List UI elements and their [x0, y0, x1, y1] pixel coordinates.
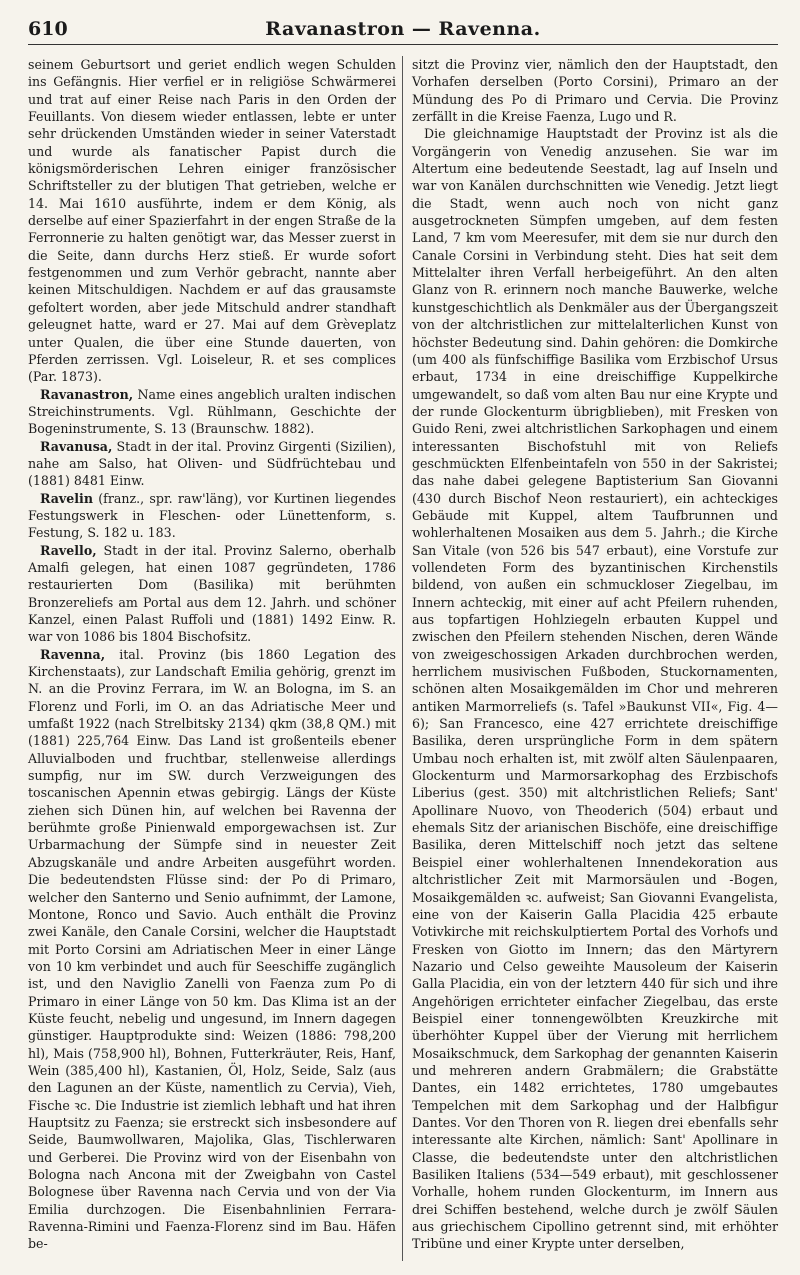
- headword: Ravenna,: [40, 646, 106, 662]
- entry-continuation: sitzt die Provinz vier, nämlich den der Hauptstadt, den Vorhafen derselben (Porto Corsini), Primaro an der Mündung des Po di Primaro und Cervia. Die Provinz zerfällt in die Kreise Faenza, Lugo und R.: [412, 57, 778, 125]
- paragraph-hauptstadt: Die gleichnamige Hauptstadt der Provinz ist als die Vorgängerin von Venedig anzusehen. Sie war im Altertum eine bedeutende Seestadt, lag auf Inseln und war von Kanälen durchschnitten wie Venedig. Jetzt liegt die Stadt, wenn auch noch von nicht ganz ausgetrockneten Sümpfen umgeben, auf dem festen Land, 7 km vom Meeresufer, mit dem sie nur durch den Canale Corsini in Verbindung steht. Dies hat seit dem Mittelalter ihren Verfall herbeigeführt. An den alten Glanz von R. erinnern noch manche Bauwerke, welche kunstgeschichtlich als Denkmäler aus der Übergangszeit von der altchristlichen zur mittelalterlichen Kunst von höchster Bedeutung sind. Dahin gehören: die Domkirche (um 400 als fünfschiffige Basilika vom Erzbischof Ursus erbaut, 1734 in eine dreischiffige Kuppelkirche umgewandelt, so daß vom alten Bau nur eine Krypte und der runde Glockenturm übrigblieben), mit Fresken von Guido Reni, zwei altchristlichen Sarkophagen und einem interessanten Bischofstuhl mit von Reliefs geschmückten Elfenbeintafeln von 550 in der Sakristei; das nahe dabei gelegene Baptisterium San Giovanni (430 durch Bischof Neon restauriert), ein achteckiges Gebäude mit Kuppel, altem Taufbrunnen und wohlerhaltenen Mosaiken aus dem 5. Jahrh.; die Kirche San Vitale (von 526 bis 547 erbaut), eine Vorstufe zur vollendeten Form des byzantinischen Kirchenstils bildend, von außen ein schmuckloser Ziegelbau, im Innern achteckig, mit einer auf acht Pfeilern ruhenden, aus topfartigen Hohlziegeln erbauten Kuppel und zwischen den Pfeilern stehenden Nischen, deren Wände von zweigeschossigen Arkaden durchbrochen werden, herrlichem musivischen Fußboden, Stuckornamenten, schönen alten Mosaikgemälden im Chor und mehreren antiken Marmorreliefs (s. Tafel »Baukunst VII«, Fig. 4—6); San Francesco, eine 427 errichtete dreischiffige Basilika, deren ursprüngliche Form in dem spätern Umbau noch erhalten ist, mit zwölf alten Säulenpaaren, Glockenturm und Marmorsarkophag des Erzbischofs Liberius (gest. 350) mit altchristlichen Reliefs; Sant' Apollinare Nuovo, von Theoderich (504) erbaut und ehemals Sitz der arianischen Bischöfe, eine dreischiffige Basilika, deren Mittelschiff noch jetzt das seltene Beispiel einer wohlerhaltenen Innendekoration aus altchristlicher Zeit mit Marmorsäulen und -Bogen, Mosaikgemälden ꝛc. aufweist; San Giovanni Evangelista, eine von der Kaiserin Galla Placidia 425 erbaute Votivkirche mit reichskulptiertem Portal des Vorhofs und Fresken von Giotto im Innern; das den Märtyrern Nazario und Celso geweihte Mausoleum der Kaiserin Galla Placidia, ein von der letztern 440 für sich und ihre Angehörigen errichteter einfacher Ziegelbau, das erste Beispiel einer tonnengewölbten Kreuzkirche mit überhöhter Kuppel über der Vierung mit herrlichem Mosaikschmuck, dem Sarkophag der genannten Kaiserin und mehreren andern Grabmälern; die Grabstätte Dantes, ein 1482 errichtetes, 1780 umgebautes Tempelchen mit dem Sarkophag und der Halbfigur Dantes. Vor den Thoren von R. liegen drei ebenfalls sehr interessante alte Kirchen, nämlich: Sant' Apollinare in Classe, die bedeutendste unter den altchristlichen Basiliken Italiens (534—549 erbaut), mit geschlossener Vorhalle, hohem runden Glockenturm, im Innern aus drei Schiffen bestehend, welche durch je zwölf Säulen aus griechischem Cipollino getrennt sind, mit erhöhter Tribüne und einer Krypte unter derselben,: [412, 126, 778, 1252]
- page-header: [28, 16, 778, 45]
- entry-text: Stadt in der ital. Provinz Salerno, oberhalb Amalfi gelegen, hat einen 1087 gegründeten, 1786 restaurierten Dom (Basilika) mit berühmten Bronzereliefs am Portal aus dem 12. Jahrh. und schöner Kanzel, einen Palast Ruffoli und (1881) 1492 Einw. R. war von 1086 bis 1804 Bischofsitz.: [28, 542, 396, 645]
- column-divider: [402, 56, 403, 1261]
- entry-text: Name eines angeblich uralten indischen Streichinstruments. Vgl. Rühlmann, Geschichte der Bogeninstrumente, S. 13 (Braunschw. 1882).: [28, 386, 396, 437]
- page-number: 610: [28, 18, 68, 40]
- entry-ravanastron: [28, 386, 396, 438]
- headword: Ravello,: [40, 542, 97, 558]
- headword: Ravelin: [40, 490, 93, 506]
- entry-continuation: seinem Geburtsort und geriet endlich wegen Schulden ins Gefängnis. Hier verfiel er in religiöse Schwärmerei und trat auf einer Reise nach Paris in den Orden der Feuillants. Von diesem wieder entlassen, lebte er unter sehr drückenden Umständen wieder in seiner Vaterstadt und wurde als fanatischer Papist durch die königsmörderischen Lehren einiger französischer Schriftsteller zu der blutigen That getrieben, welche er 14. Mai 1610 ausführte, indem er dem König, als derselbe auf einer Spazierfahrt in der engen Straße de la Ferronnerie zu halten genötigt war, das Messer zuerst in die Seite, dann durchs Herz stieß. Er wurde sofort festgenommen und zum Verhör gebracht, nannte aber keinen Mitschuldigen. Nachdem er auf das grausamste gefoltert worden, aber jede Mitschuld andrer standhaft geleugnet hatte, ward er 27. Mai auf dem Grèveplatz unter Qualen, die über eine Stunde dauerten, von Pferden zerrissen. Vgl. Loiseleur, R. et ses complices (Par. 1873).: [28, 57, 396, 385]
- entry-ravelin: [28, 490, 396, 542]
- headword: Ravanastron,: [40, 386, 134, 402]
- entry-text: ital. Provinz (bis 1860 Legation des Kirchenstaats), zur Landschaft Emilia gehörig, grenzt im N. an die Provinz Ferrara, im W. an Bologna, im S. an Florenz und Forli, im O. an das Adriatische Meer und umfaßt 1922 (nach Strelbitsky 2134) qkm (38,8 QM.) mit (1881) 225,764 Einw. Das Land ist großenteils ebener Alluvialboden und fruchtbar, stellenweise allerdings sumpfig, nur im SW. durch Verzweigungen des toscanischen Apennin etwas gebirgig. Längs der Küste ziehen sich Dünen hin, auf welchen bei Ravenna der berühmte große Pinienwald emporgewachsen ist. Zur Urbarmachung der Sümpfe sind in neuester Zeit Abzugskanäle und andre Arbeiten ausgeführt worden. Die bedeutendsten Flüsse sind: der Po di Primaro, welcher den Santerno und Senio aufnimmt, der Lamone, Montone, Ronco und Savio. Auch enthält die Provinz zwei Kanäle, den Canale Corsini, welcher die Hauptstadt mit Porto Corsini am Adriatischen Meer in einer Länge von 10 km verbindet und auch für Seeschiffe zugänglich ist, und den Naviglio Zanelli von Faenza zum Po di Primaro in einer Länge von 50 km. Das Klima ist an der Küste feucht, nebelig und ungesund, im Innern dagegen günstiger. Hauptprodukte sind: Weizen (1886: 798,200 hl), Mais (758,900 hl), Bohnen, Futterkräuter, Reis, Hanf, Wein (385,400 hl), Kastanien, Öl, Holz, Seide, Salz (aus den Lagunen an der Küste, namentlich zu Cervia), Vieh, Fische ꝛc. Die Industrie ist ziemlich lebhaft und hat ihren Hauptsitz zu Faenza; sie erstreckt sich insbesondere auf Seide, Baumwollwaren, Majolika, Glas, Tischlerwaren und Gerberei. Die Provinz wird von der Eisenbahn von Bologna nach Ancona mit der Zweigbahn von Castel Bolognese über Ravenna nach Cervia und von der Via Emilia durchzogen. Die Eisenbahnlinien Ferrara-Ravenna-Rimini und Faenza-Florenz sind im Bau. Häfen be-: [28, 646, 396, 1252]
- running-title: Ravanastron — Ravenna.: [265, 18, 541, 40]
- right-column: [412, 56, 778, 1253]
- entry-ravello: [28, 542, 396, 646]
- headword: Ravanusa,: [40, 438, 113, 454]
- entry-text: (franz., spr. raw'läng), vor Kurtinen liegendes Festungswerk in Fleschen- oder Lünettenform, s. Festung, S. 182 u. 183.: [28, 490, 396, 541]
- entry-text: Stadt in der ital. Provinz Girgenti (Sizilien), nahe am Salso, hat Oliven- und Südfrüchtebau und (1881) 8481 Einw.: [28, 438, 396, 489]
- entry-ravanusa: [28, 438, 396, 490]
- entry-ravenna: [28, 646, 396, 1253]
- left-column: [28, 56, 396, 1253]
